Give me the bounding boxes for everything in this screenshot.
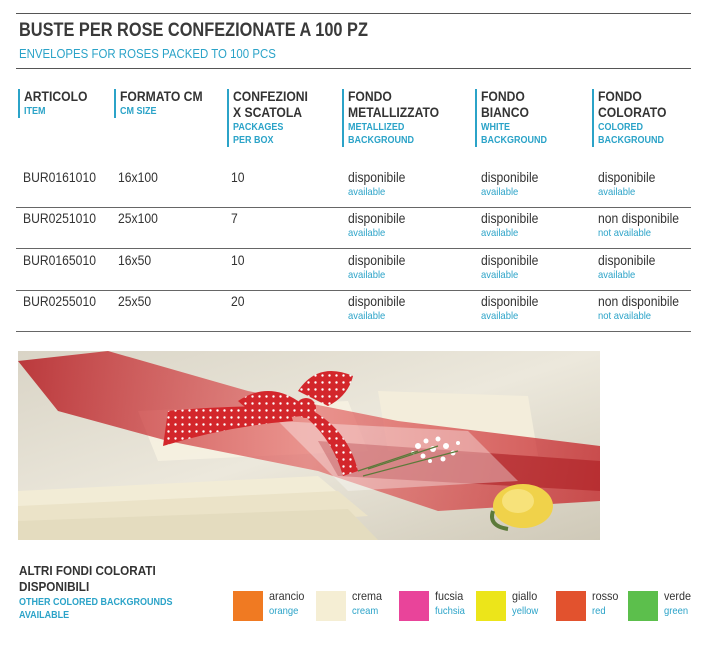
color-label-green: verde green: [664, 589, 692, 617]
white-availability: disponibile available: [481, 294, 539, 322]
white-availability: disponibile available: [481, 253, 539, 281]
colored-availability: disponibile available: [598, 253, 656, 281]
color-label-red: rosso red: [592, 589, 619, 617]
color-label-yellow: giallo yellow: [512, 589, 539, 617]
metallized-availability: disponibile available: [348, 294, 406, 322]
color-label-fuchsia: fucsia fuchsia: [435, 589, 465, 617]
product-photo: [18, 351, 600, 540]
col-header-colored: FONDO COLORATO COLORED BACKGROUND: [592, 89, 674, 147]
metallized-availability: disponibile available: [348, 211, 406, 239]
table-row: [16, 166, 691, 208]
item-size: 25x50: [118, 294, 152, 309]
colored-availability: disponibile available: [598, 170, 656, 198]
colored-availability: non disponibile not available: [598, 211, 680, 239]
item-size: 16x50: [118, 253, 152, 268]
color-swatch-yellow: [476, 591, 506, 621]
item-code: BUR0255010: [23, 294, 96, 309]
other-backgrounds-subtitle: OTHER COLORED BACKGROUNDS AVAILABLE: [19, 597, 173, 621]
colored-availability: non disponibile not available: [598, 294, 680, 322]
item-code: BUR0251010: [23, 211, 96, 226]
item-size: 16x100: [118, 170, 158, 185]
col-header-metallized: FONDO METALLIZZATO METALLIZED BACKGROUND: [342, 89, 449, 147]
white-availability: disponibile available: [481, 211, 539, 239]
other-backgrounds-title: ALTRI FONDI COLORATI DISPONIBILI: [19, 563, 156, 594]
top-rule: [16, 13, 691, 14]
table-row: [16, 249, 691, 291]
white-availability: disponibile available: [481, 170, 539, 198]
metallized-availability: disponibile available: [348, 170, 406, 198]
col-header-item: ARTICOLO ITEM: [18, 89, 95, 118]
color-swatch-orange: [233, 591, 263, 621]
col-header-size: FORMATO CM CM SIZE: [114, 89, 212, 118]
col-header-packages: CONFEZIONI X SCATOLA PACKAGES PER BOX: [227, 89, 316, 147]
item-qty: 10: [231, 170, 245, 185]
color-swatch-fuchsia: [399, 591, 429, 621]
color-label-cream: crema cream: [352, 589, 383, 617]
item-size: 25x100: [118, 211, 158, 226]
item-code: BUR0165010: [23, 253, 96, 268]
page-title: BUSTE PER ROSE CONFEZIONATE A 100 PZ: [19, 20, 368, 41]
color-swatch-red: [556, 591, 586, 621]
item-qty: 7: [231, 211, 238, 226]
metallized-availability: disponibile available: [348, 253, 406, 281]
color-swatch-cream: [316, 591, 346, 621]
table-row: [16, 290, 691, 332]
item-qty: 20: [231, 294, 245, 309]
color-swatch-green: [628, 591, 658, 621]
title-rule: [16, 68, 691, 69]
color-label-orange: arancio orange: [269, 589, 305, 617]
col-header-white: FONDO BIANCO WHITE BACKGROUND: [475, 89, 554, 147]
table-row: [16, 207, 691, 249]
page-subtitle: ENVELOPES FOR ROSES PACKED TO 100 PCS: [19, 46, 276, 61]
item-code: BUR0161010: [23, 170, 96, 185]
item-qty: 10: [231, 253, 245, 268]
